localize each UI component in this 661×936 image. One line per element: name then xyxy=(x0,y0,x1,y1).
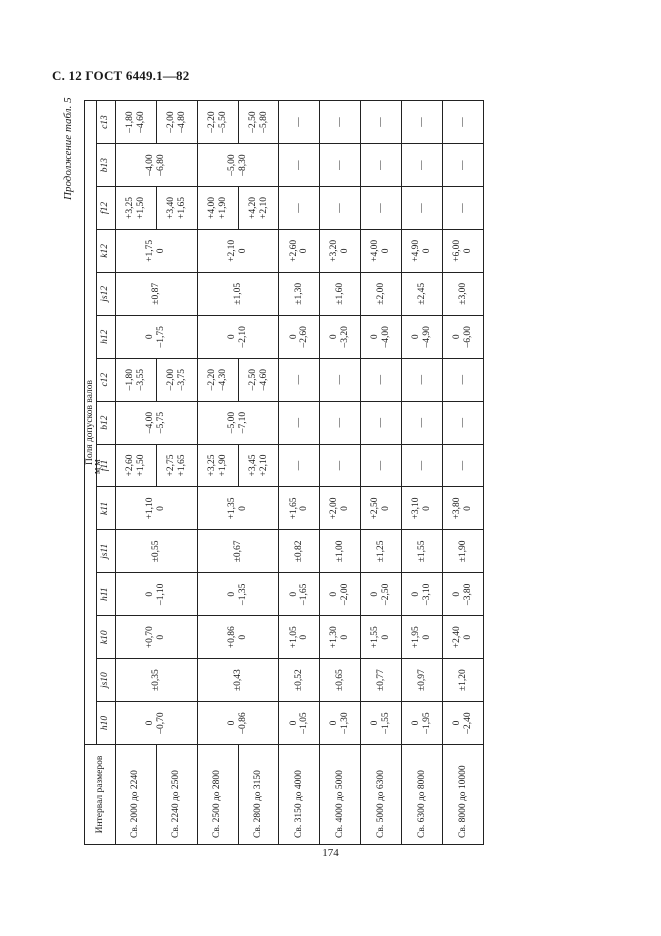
cell-value: 0 xyxy=(381,634,392,640)
cell-f11 xyxy=(156,444,197,487)
cell-b13: — xyxy=(279,144,320,187)
table-header-row-top xyxy=(85,101,97,845)
cell-value: 0 xyxy=(370,334,381,340)
cell-js10: ±1,20 xyxy=(443,659,484,702)
cell-k12 xyxy=(279,229,320,272)
cell-k12 xyxy=(197,229,279,272)
cell-h12 xyxy=(361,315,402,358)
cell-value: –2,00 xyxy=(165,368,176,391)
field-header-h10: h10 xyxy=(96,702,115,745)
cell-value: +1,30 xyxy=(329,626,340,649)
cell-b13 xyxy=(115,144,197,187)
cell-value: 0 xyxy=(411,334,422,340)
cell-value: –6,00 xyxy=(463,326,474,348)
cell-value: +3,45 xyxy=(247,454,258,477)
cell-b13: — xyxy=(320,144,361,187)
cell-f11 xyxy=(238,444,279,487)
table-row xyxy=(402,101,443,845)
cell-js10: ±0,77 xyxy=(361,659,402,702)
cell-value: –1,30 xyxy=(340,712,351,734)
cell-c13: — xyxy=(443,101,484,144)
cell-value: –2,20 xyxy=(206,368,217,391)
cell-k10 xyxy=(320,616,361,659)
cell-value: +1,65 xyxy=(176,454,187,477)
cell-value: 0 xyxy=(238,248,249,254)
cell-value: +2,10 xyxy=(227,239,238,262)
cell-value: 0 xyxy=(145,334,156,340)
cell-js12: ±1,05 xyxy=(197,272,279,315)
cell-value: 0 xyxy=(452,720,463,726)
cell-b13: — xyxy=(361,144,402,187)
field-header-js10: js10 xyxy=(96,659,115,702)
tolerance-table xyxy=(84,100,484,845)
cell-value: 0 xyxy=(452,334,463,340)
cell-f11: — xyxy=(279,444,320,487)
cell-k11 xyxy=(320,487,361,530)
cell-c12: — xyxy=(279,358,320,401)
field-header-k10: k10 xyxy=(96,616,115,659)
cell-h12 xyxy=(443,315,484,358)
cell-value: –1,95 xyxy=(422,712,433,734)
cell-js12: ±2,45 xyxy=(402,272,443,315)
cell-js11: ±1,90 xyxy=(443,530,484,573)
cell-value: 0 xyxy=(227,720,238,726)
cell-k11 xyxy=(402,487,443,530)
cell-f11: — xyxy=(443,444,484,487)
cell-k10 xyxy=(115,616,197,659)
cell-value: 0 xyxy=(238,634,249,640)
cell-b12: — xyxy=(320,401,361,444)
cell-k10 xyxy=(443,616,484,659)
cell-value: 0 xyxy=(422,634,433,640)
cell-c13 xyxy=(156,101,197,144)
cell-k10 xyxy=(279,616,320,659)
cell-value: +1,35 xyxy=(227,497,238,520)
unit-caption: мм xyxy=(92,457,103,474)
cell-js11: ±1,25 xyxy=(361,530,402,573)
cell-k12 xyxy=(320,229,361,272)
cell-js10: ±0,35 xyxy=(115,659,197,702)
cell-value: +3,25 xyxy=(124,196,135,219)
cell-value: –4,00 xyxy=(145,411,156,434)
cell-k11 xyxy=(197,487,279,530)
cell-k11 xyxy=(361,487,402,530)
cell-value: +1,05 xyxy=(288,626,299,649)
cell-value: –3,10 xyxy=(422,583,433,605)
field-header-h11: h11 xyxy=(96,573,115,616)
cell-value: +1,90 xyxy=(217,196,228,219)
cell-value: 0 xyxy=(340,248,351,254)
cell-value: –2,00 xyxy=(340,583,351,605)
field-header-js11: js11 xyxy=(96,530,115,573)
cell-value: –4,60 xyxy=(258,368,269,391)
cell-h10 xyxy=(279,702,320,745)
cell-value: +2,60 xyxy=(288,239,299,262)
cell-value: 0 xyxy=(463,634,474,640)
cell-value: +2,00 xyxy=(329,497,340,520)
field-header-b12: b12 xyxy=(96,401,115,444)
cell-value: –2,60 xyxy=(299,326,310,348)
cell-value: –1,35 xyxy=(238,583,249,605)
cell-value: –1,75 xyxy=(156,326,167,348)
cell-js12: ±1,60 xyxy=(320,272,361,315)
cell-value: –2,40 xyxy=(463,712,474,734)
field-header-f12: f12 xyxy=(96,187,115,230)
cell-js10: ±0,97 xyxy=(402,659,443,702)
cell-h10 xyxy=(320,702,361,745)
size-interval-cell: Св. 3150 до 4000 xyxy=(279,745,320,845)
cell-k12 xyxy=(402,229,443,272)
cell-c12 xyxy=(115,358,156,401)
cell-c12: — xyxy=(361,358,402,401)
size-interval-cell: Св. 5000 до 6300 xyxy=(361,745,402,845)
cell-js12: ±1,30 xyxy=(279,272,320,315)
cell-js11: ±0,82 xyxy=(279,530,320,573)
cell-js11: ±1,55 xyxy=(402,530,443,573)
cell-b13 xyxy=(197,144,279,187)
cell-value: +2,75 xyxy=(165,454,176,477)
cell-k11 xyxy=(443,487,484,530)
cell-c13: — xyxy=(320,101,361,144)
cell-value: 0 xyxy=(288,334,299,340)
cell-f11: — xyxy=(320,444,361,487)
cell-js12: ±2,00 xyxy=(361,272,402,315)
cell-c13 xyxy=(197,101,238,144)
cell-value: +6,00 xyxy=(452,239,463,262)
cell-c13: — xyxy=(361,101,402,144)
cell-value: 0 xyxy=(329,720,340,726)
cell-value: 0 xyxy=(288,720,299,726)
cell-value: –3,55 xyxy=(135,368,146,391)
cell-value: +4,00 xyxy=(206,196,217,219)
cell-b13: — xyxy=(402,144,443,187)
table-row xyxy=(197,101,238,845)
table-row xyxy=(361,101,402,845)
cell-value: +2,10 xyxy=(258,196,269,219)
cell-value: 0 xyxy=(299,506,310,511)
tolerance-table-wrapper xyxy=(84,100,484,845)
cell-k10 xyxy=(197,616,279,659)
table-row xyxy=(443,101,484,845)
cell-h11 xyxy=(320,573,361,616)
cell-value: +1,10 xyxy=(145,497,156,520)
size-interval-cell: Св. 6300 до 8000 xyxy=(402,745,443,845)
cell-b13: — xyxy=(443,144,484,187)
cell-value: +1,65 xyxy=(176,196,187,219)
cell-f12: — xyxy=(279,187,320,230)
table-header-row-fields xyxy=(96,101,115,845)
cell-value: 0 xyxy=(299,248,310,254)
cell-js10: ±0,65 xyxy=(320,659,361,702)
cell-value: +2,60 xyxy=(124,454,135,477)
cell-js12: ±3,00 xyxy=(443,272,484,315)
cell-f12: — xyxy=(361,187,402,230)
cell-c13 xyxy=(238,101,279,144)
cell-c12: — xyxy=(320,358,361,401)
cell-value: 0 xyxy=(227,591,238,597)
cell-value: +3,40 xyxy=(165,196,176,219)
cell-value: +1,90 xyxy=(217,454,228,477)
cell-value: +3,20 xyxy=(329,239,340,262)
cell-js10: ±0,52 xyxy=(279,659,320,702)
cell-k10 xyxy=(361,616,402,659)
cell-h12 xyxy=(197,315,279,358)
cell-value: –3,80 xyxy=(463,583,474,605)
cell-value: +1,75 xyxy=(145,239,156,262)
cell-b12: — xyxy=(279,401,320,444)
cell-value: 0 xyxy=(340,506,351,511)
cell-value: +2,40 xyxy=(452,626,463,649)
cell-value: 0 xyxy=(156,634,167,640)
cell-c12 xyxy=(197,358,238,401)
cell-k11 xyxy=(115,487,197,530)
size-interval-cell: Св. 2000 до 2240 xyxy=(115,745,156,845)
cell-c12: — xyxy=(443,358,484,401)
page-number: 174 xyxy=(322,847,339,859)
cell-value: +3,25 xyxy=(206,454,217,477)
cell-js11: ±0,55 xyxy=(115,530,197,573)
cell-c13: — xyxy=(279,101,320,144)
cell-value: 0 xyxy=(411,720,422,726)
cell-h12 xyxy=(320,315,361,358)
cell-value: 0 xyxy=(370,720,381,726)
cell-value: 0 xyxy=(288,591,299,597)
cell-value: –5,80 xyxy=(258,111,269,133)
cell-value: +1,65 xyxy=(288,497,299,520)
cell-value: 0 xyxy=(463,248,474,254)
cell-value: –4,00 xyxy=(145,154,156,176)
cell-h11 xyxy=(361,573,402,616)
cell-value: 0 xyxy=(238,506,249,511)
cell-value: 0 xyxy=(156,506,167,511)
cell-value: –1,05 xyxy=(299,712,310,734)
cell-h10 xyxy=(361,702,402,745)
cell-js12: ±0,87 xyxy=(115,272,197,315)
cell-value: –4,60 xyxy=(135,111,146,133)
cell-value: 0 xyxy=(340,634,351,640)
cell-value: +0,70 xyxy=(145,626,156,649)
cell-value: –1,65 xyxy=(299,583,310,605)
cell-h11 xyxy=(402,573,443,616)
size-interval-cell: Св. 2500 до 2800 xyxy=(197,745,238,845)
size-interval-cell: Св. 4000 до 5000 xyxy=(320,745,361,845)
cell-c12 xyxy=(238,358,279,401)
cell-value: 0 xyxy=(422,248,433,254)
cell-value: –8,30 xyxy=(238,154,249,176)
cell-value: +2,50 xyxy=(370,497,381,520)
cell-h12 xyxy=(115,315,197,358)
cell-f12: — xyxy=(443,187,484,230)
field-header-js12: js12 xyxy=(96,272,115,315)
cell-k10 xyxy=(402,616,443,659)
cell-b12: — xyxy=(443,401,484,444)
table-row xyxy=(320,101,361,845)
cell-value: –0,70 xyxy=(156,712,167,734)
cell-b12 xyxy=(197,401,279,444)
cell-k12 xyxy=(443,229,484,272)
table-continuation-label: Продолжение табл. 5 xyxy=(62,97,74,200)
cell-value: 0 xyxy=(463,506,474,511)
cell-value: +1,50 xyxy=(135,196,146,219)
cell-value: –5,75 xyxy=(156,411,167,434)
table-row xyxy=(115,101,156,845)
cell-value: +1,95 xyxy=(411,626,422,649)
size-interval-cell: Св. 2800 до 3150 xyxy=(238,745,279,845)
cell-value: +2,10 xyxy=(258,454,269,477)
cell-js11: ±0,67 xyxy=(197,530,279,573)
cell-value: 0 xyxy=(422,506,433,511)
cell-h11 xyxy=(197,573,279,616)
cell-value: –2,20 xyxy=(206,111,217,133)
cell-value: 0 xyxy=(227,334,238,340)
cell-value: –5,00 xyxy=(227,411,238,434)
cell-c12 xyxy=(156,358,197,401)
cell-k11 xyxy=(279,487,320,530)
cell-value: +4,00 xyxy=(370,239,381,262)
interval-header: Интервал размеров xyxy=(85,745,116,845)
cell-f11 xyxy=(197,444,238,487)
cell-f12 xyxy=(115,187,156,230)
cell-h12 xyxy=(402,315,443,358)
cell-js10: ±0,43 xyxy=(197,659,279,702)
cell-value: +3,10 xyxy=(411,497,422,520)
cell-value: –2,50 xyxy=(247,111,258,133)
cell-value: –1,80 xyxy=(124,111,135,133)
cell-b12 xyxy=(115,401,197,444)
cell-f12 xyxy=(238,187,279,230)
cell-h10 xyxy=(115,702,197,745)
cell-value: +0,86 xyxy=(227,626,238,649)
cell-h10 xyxy=(402,702,443,745)
cell-value: +3,80 xyxy=(452,497,463,520)
cell-h11 xyxy=(443,573,484,616)
cell-value: 0 xyxy=(411,591,422,597)
cell-k12 xyxy=(115,229,197,272)
table-row xyxy=(279,101,320,845)
cell-value: –4,00 xyxy=(381,326,392,348)
field-header-h12: h12 xyxy=(96,315,115,358)
cell-js11: ±1,00 xyxy=(320,530,361,573)
cell-value: –2,00 xyxy=(165,111,176,133)
field-header-b13: b13 xyxy=(96,144,115,187)
cell-h11 xyxy=(279,573,320,616)
size-interval-cell: Св. 8000 до 10000 xyxy=(443,745,484,845)
field-header-f11: f11 xyxy=(96,444,115,487)
cell-value: 0 xyxy=(156,248,167,254)
cell-value: –3,75 xyxy=(176,368,187,391)
field-header-k11: k11 xyxy=(96,487,115,530)
cell-value: –5,50 xyxy=(217,111,228,133)
cell-value: –5,00 xyxy=(227,154,238,176)
field-header-c13: c13 xyxy=(96,101,115,144)
cell-h10 xyxy=(443,702,484,745)
cell-value: –3,20 xyxy=(340,326,351,348)
cell-value: –0,86 xyxy=(238,712,249,734)
cell-value: –1,80 xyxy=(124,368,135,391)
cell-value: –1,55 xyxy=(381,712,392,734)
cell-value: –4,30 xyxy=(217,368,228,391)
cell-value: 0 xyxy=(299,634,310,640)
cell-c12: — xyxy=(402,358,443,401)
cell-value: +1,50 xyxy=(135,454,146,477)
cell-value: –2,10 xyxy=(238,326,249,348)
cell-value: +1,55 xyxy=(370,626,381,649)
cell-value: 0 xyxy=(381,506,392,511)
cell-value: 0 xyxy=(329,591,340,597)
tolerance-group-header: Поля допусков валов xyxy=(85,101,97,745)
cell-b12: — xyxy=(361,401,402,444)
table-body xyxy=(115,101,483,845)
cell-value: 0 xyxy=(145,720,156,726)
cell-f11: — xyxy=(361,444,402,487)
cell-value: 0 xyxy=(452,591,463,597)
cell-value: 0 xyxy=(381,248,392,254)
cell-f12: — xyxy=(402,187,443,230)
cell-value: 0 xyxy=(329,334,340,340)
cell-b12: — xyxy=(402,401,443,444)
cell-h11 xyxy=(115,573,197,616)
cell-value: +4,90 xyxy=(411,239,422,262)
cell-value: +4,20 xyxy=(247,196,258,219)
cell-k12 xyxy=(361,229,402,272)
field-header-c12: c12 xyxy=(96,358,115,401)
cell-value: –2,50 xyxy=(381,583,392,605)
page-header: С. 12 ГОСТ 6449.1—82 xyxy=(52,68,190,83)
field-header-k12: k12 xyxy=(96,229,115,272)
cell-value: –2,50 xyxy=(247,368,258,391)
cell-f11 xyxy=(115,444,156,487)
cell-value: –4,80 xyxy=(176,111,187,133)
cell-c13 xyxy=(115,101,156,144)
cell-value: 0 xyxy=(370,591,381,597)
cell-value: –7,10 xyxy=(238,411,249,434)
cell-f12: — xyxy=(320,187,361,230)
cell-value: –1,10 xyxy=(156,583,167,605)
cell-f11: — xyxy=(402,444,443,487)
cell-f12 xyxy=(156,187,197,230)
cell-h10 xyxy=(197,702,279,745)
cell-value: –4,90 xyxy=(422,326,433,348)
size-interval-cell: Св. 2240 до 2500 xyxy=(156,745,197,845)
cell-c13: — xyxy=(402,101,443,144)
cell-value: –6,80 xyxy=(156,154,167,176)
cell-f12 xyxy=(197,187,238,230)
cell-value: 0 xyxy=(145,591,156,597)
cell-h12 xyxy=(279,315,320,358)
